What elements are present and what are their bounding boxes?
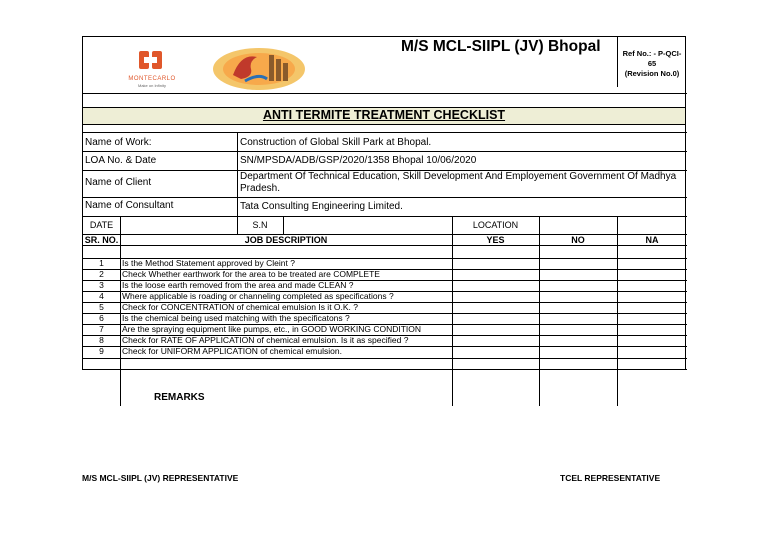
value-client-line1: Department Of Technical Education, Skill Development And Employement Government Of Madhya [240,171,677,182]
value-consultant: Tata Consulting Engineering Limited. [240,201,403,212]
remarks-label: REMARKS [154,392,205,403]
ref-line-2: 65 [647,59,657,68]
item-text: Check Whether earthwork for the area to be treated are COMPLETE [122,269,380,279]
divider [83,358,687,359]
label-loa: LOA No. & Date [85,155,157,166]
divider [83,245,687,246]
location-label: LOCATION [472,220,519,230]
ref-divider [617,37,618,87]
item-text: Check for UNIFORM APPLICATION of chemical emulsion. [122,346,342,356]
divider [83,369,687,370]
col-na: NA [645,235,659,245]
col-job-description: JOB DESCRIPTION [244,235,328,245]
value-client-line2: Pradesh. [240,183,281,194]
col-sr-no: SR. NO. [84,235,119,245]
item-text: Are the spraying equipment like pumps, etc., in GOOD WORKING CONDITION [122,324,422,334]
company-title: M/S MCL-SIIPL (JV) Bhopal [401,38,601,55]
divider [283,216,284,234]
label-consultant: Name of Consultant [85,200,174,211]
col-yes: YES [486,235,505,245]
ref-line-1: Ref No.: - P-QCI- [622,49,682,58]
montecarlo-logo [117,47,187,89]
checklist-title: ANTI TERMITE TREATMENT CHECKLIST [262,108,506,122]
value-name-of-work: Construction of Global Skill Park at Bhopal. [240,137,432,148]
item-no: 8 [99,335,104,345]
montecarlo-mark-icon [117,47,187,77]
item-no: 6 [99,313,104,323]
label-name-of-work: Name of Work: [85,137,152,148]
sn-label: S.N [252,220,268,230]
item-no: 5 [99,302,104,312]
divider [83,216,687,217]
item-text: Is the loose earth removed from the area and made CLEAN ? [122,280,354,290]
label-client: Name of Client [85,177,152,188]
item-no: 7 [99,324,104,334]
footer-left-signatory: M/S MCL-SIIPL (JV) REPRESENTATIVE [82,473,239,483]
item-no: 3 [99,280,104,290]
siipl-emblem-icon [211,45,307,91]
divider [83,197,687,198]
item-no: 9 [99,346,104,356]
divider [83,151,687,152]
montecarlo-logo-text: MONTECARLO [128,76,176,82]
checklist-frame [82,36,686,370]
value-loa: SN/MPSDA/ADB/GSP/2020/1358 Bhopal 10/06/2020 [240,155,477,166]
item-text: Is the chemical being used matching with the specificatons ? [122,313,350,323]
item-text: Is the Method Statement approved by Cleint ? [122,258,295,268]
divider [83,93,687,94]
divider [83,132,687,133]
col-no: NO [571,235,585,245]
item-text: Where applicable is roading or channeling completed as specifications ? [122,291,394,301]
date-label: DATE [89,220,114,230]
item-text: Check for CONCENTRATION of chemical emulsion Is it O.K. ? [122,302,359,312]
item-no: 1 [99,258,104,268]
item-no: 4 [99,291,104,301]
ref-line-3: (Revision No.0) [624,69,680,78]
footer-right-signatory: TCEL REPRESENTATIVE [560,473,661,483]
divider [237,132,238,216]
montecarlo-logo-tagline: Make on Infinity [137,83,166,88]
siipl-logo [211,45,307,91]
item-no: 2 [99,269,104,279]
item-text: Check for RATE OF APPLICATION of chemical emulsion. Is it as specified ? [122,335,409,345]
